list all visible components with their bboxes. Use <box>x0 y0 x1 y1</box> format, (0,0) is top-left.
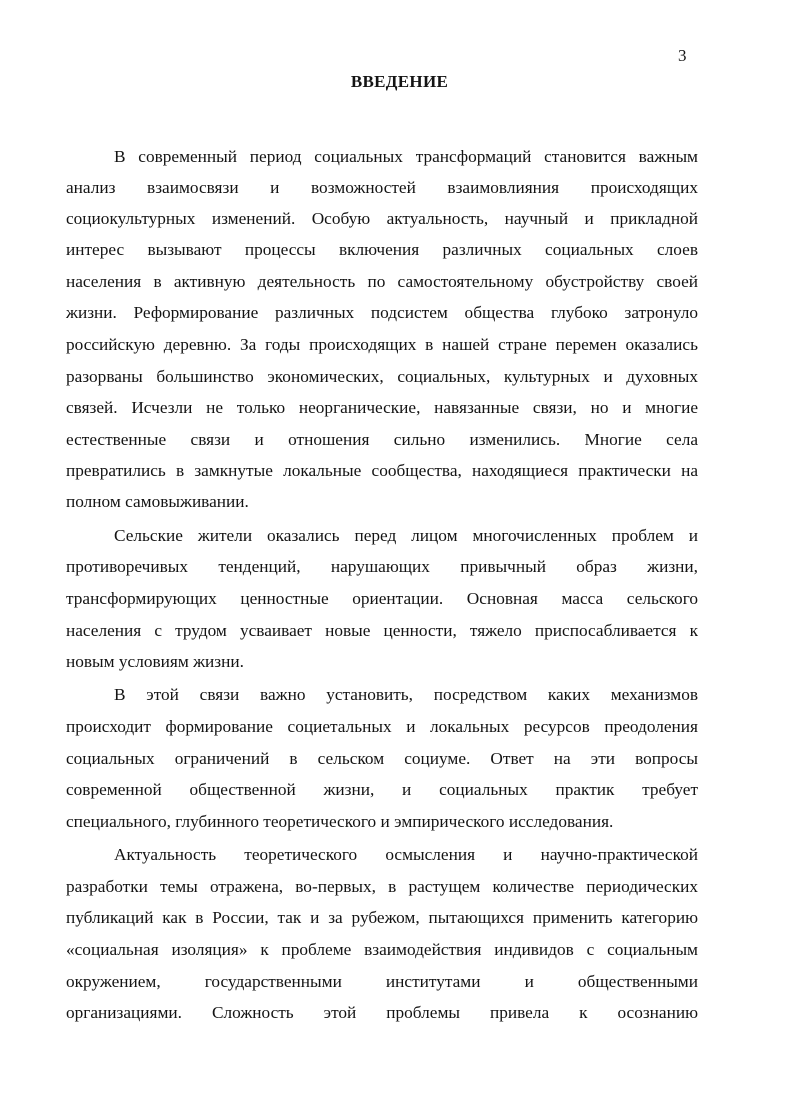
text-line: связей. Исчезли не только неорганические, навязанные связи, но и многие <box>66 398 698 417</box>
text-line: социокультурных изменений. Особую актуальность, научный и прикладной <box>66 209 698 228</box>
text-line: современной общественной жизни, и социальных практик требует <box>66 780 698 799</box>
text-line: разработки темы отражена, во-первых, в растущем количестве периодических <box>66 877 698 896</box>
text-line: «социальная изоляция» к проблеме взаимодействия индивидов с социальным <box>66 940 698 959</box>
text-line: социальных ограничений в сельском социуме. Ответ на эти вопросы <box>66 749 698 768</box>
text-line: населения с трудом усваивает новые ценности, тяжело приспосабливается к <box>66 621 698 640</box>
text-line: полном самовыживании. <box>66 492 249 511</box>
text-line: происходит формирование социетальных и локальных ресурсов преодоления <box>66 717 698 736</box>
text-line: российскую деревню. За годы происходящих в нашей стране перемен оказались <box>66 335 698 354</box>
text-line: жизни. Реформирование различных подсистем общества глубоко затронуло <box>66 303 698 322</box>
text-line: организациями. Сложность этой проблемы привела к осознанию <box>66 1003 698 1022</box>
text-line: Сельские жители оказались перед лицом многочисленных проблем и <box>114 526 698 545</box>
text-line: специального, глубинного теоретического и эмпирического исследования. <box>66 812 614 831</box>
text-line: интерес вызывают процессы включения различных социальных слоев <box>66 240 698 259</box>
text-line: В этой связи важно установить, посредством каких механизмов <box>114 685 698 704</box>
text-line: трансформирующих ценностные ориентации. Основная масса сельского <box>66 589 698 608</box>
text-line: населения в активную деятельность по самостоятельному обустройству своей <box>66 272 698 291</box>
text-line: В современный период социальных трансформаций становится важным <box>114 147 698 166</box>
page-title: ВВЕДЕНИЕ <box>350 72 449 91</box>
text-line: естественные связи и отношения сильно изменились. Многие села <box>66 430 698 449</box>
text-line: превратились в замкнутые локальные сообщества, находящиеся практически на <box>66 461 698 480</box>
text-line: противоречивых тенденций, нарушающих привычный образ жизни, <box>66 557 698 576</box>
text-line: публикаций как в России, так и за рубежом, пытающихся применить категорию <box>66 908 698 927</box>
text-line: новым условиям жизни. <box>66 652 244 671</box>
page-number: 3 <box>678 46 687 65</box>
text-line: Актуальность теоретического осмысления и научно-практической <box>114 845 698 864</box>
text-line: разорваны большинство экономических, социальных, культурных и духовных <box>66 367 698 386</box>
text-line: анализ взаимосвязи и возможностей взаимовлияния происходящих <box>66 178 698 197</box>
text-line: окружением, государственными институтами и общественными <box>66 972 698 991</box>
